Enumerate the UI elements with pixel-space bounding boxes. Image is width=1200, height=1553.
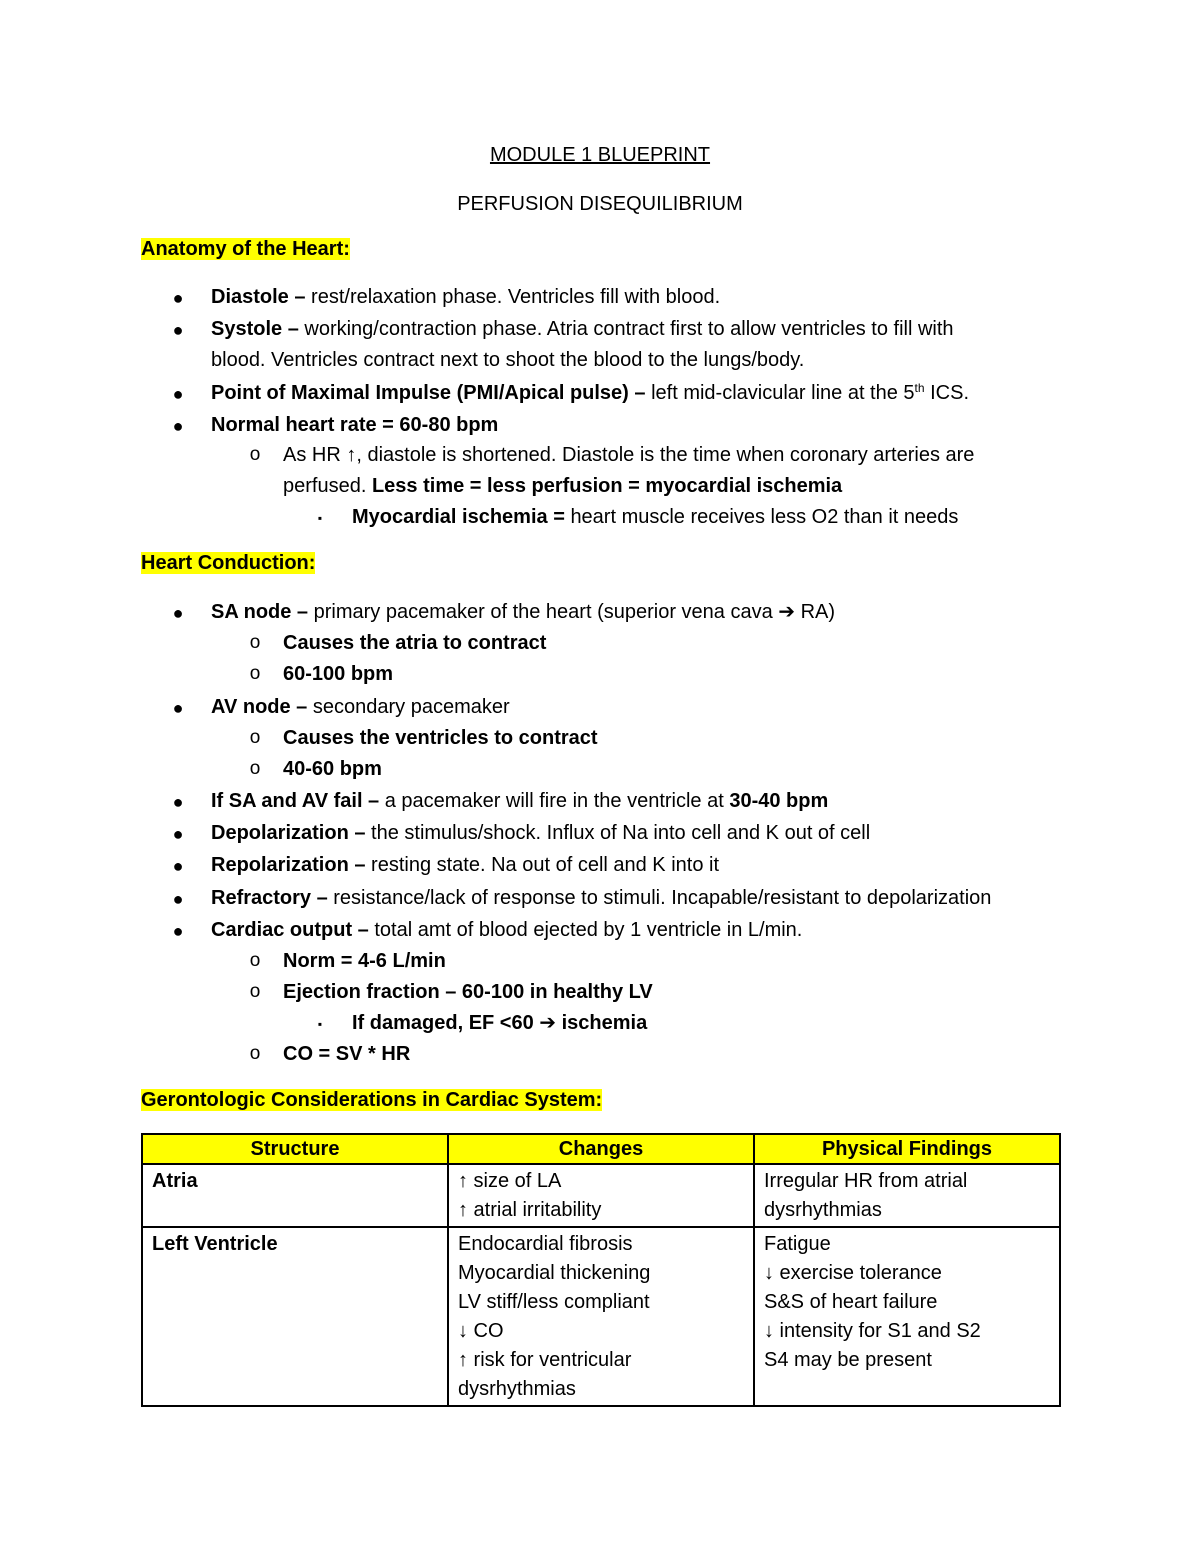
definition: a pacemaker will fire in the ventricle at [379, 790, 730, 812]
sub-item [283, 980, 653, 1004]
list-item-sa-node [211, 600, 835, 624]
term: Depolarization – [211, 822, 366, 844]
cell-line: dysrhythmias [764, 1199, 882, 1221]
term: AV node – [211, 696, 308, 718]
sub-item [283, 631, 546, 655]
bullet-circle: o [249, 1043, 261, 1064]
list-item-depolarization [211, 821, 870, 845]
term: Normal heart rate = 60-80 bpm [211, 414, 499, 436]
definition-tail: ICS. [924, 382, 970, 404]
term: If SA and AV fail – [211, 790, 380, 812]
cell-line: ↑ atrial irritability [458, 1199, 602, 1221]
list-item-heart-rate [211, 413, 498, 437]
list-item-cardiac-output [211, 918, 802, 942]
bullet-circle: o [249, 444, 261, 465]
bullet-circle: o [249, 981, 261, 1002]
sub-item-hr-cont [283, 474, 842, 498]
superscript: th [914, 381, 925, 395]
cell-line: LV stiff/less compliant [458, 1291, 650, 1313]
list-item-fail [211, 789, 828, 813]
term: Point of Maximal Impulse (PMI/Apical pulse) – [211, 382, 646, 404]
definition: total amt of blood ejected by 1 ventricle in L/min. [368, 919, 803, 941]
structure-cell: Left Ventricle [142, 1227, 448, 1406]
sub-sub-item-ischemia [352, 505, 958, 529]
heading-highlight: Gerontologic Considerations in Cardiac System: [141, 1089, 603, 1111]
term: Refractory – [211, 887, 328, 909]
bullet-circle: o [249, 632, 261, 653]
bullet-disc: ● [172, 824, 184, 844]
sub-item [283, 757, 382, 781]
bullet-circle: o [249, 950, 261, 971]
emphasis: Causes the ventricles to contract [283, 727, 598, 749]
section-heading-gerontologic [141, 1089, 602, 1112]
sub-sub-item [352, 1011, 647, 1035]
text: perfused. [283, 475, 372, 497]
table-row [142, 1164, 1060, 1227]
sub-item-hr: As HR ↑, diastole is shortened. Diastole is the time when coronary arteries are [283, 444, 975, 466]
definition: rest/relaxation phase. Ventricles fill with blood. [305, 286, 721, 308]
bullet-disc: ● [172, 921, 184, 941]
section-heading-anatomy [141, 238, 350, 261]
definition: heart muscle receives less O2 than it needs [570, 506, 959, 528]
structure-cell: Atria [142, 1164, 448, 1227]
document-title: MODULE 1 BLUEPRINT [489, 144, 711, 166]
column-header: Changes [448, 1134, 754, 1164]
bullet-disc: ● [172, 416, 184, 436]
bullet-disc: ● [172, 792, 184, 812]
cell-line: ↓ CO [458, 1320, 504, 1342]
definition: resting state. Na out of cell and K into it [365, 854, 720, 876]
sub-item [283, 1042, 410, 1066]
sub-item [283, 726, 598, 750]
cell-line: Endocardial fibrosis [458, 1233, 633, 1255]
bullet-disc: ● [172, 698, 184, 718]
bullet-circle: o [249, 758, 261, 779]
emphasis: Causes the atria to contract [283, 632, 547, 654]
emphasis: CO = SV * HR [283, 1043, 411, 1065]
list-item-systole [211, 317, 954, 341]
bullet-circle: o [249, 727, 261, 748]
cell-line: Fatigue [764, 1233, 831, 1255]
findings-cell [754, 1227, 1060, 1406]
list-item-repolarization [211, 853, 719, 877]
cell-line: S&S of heart failure [764, 1291, 938, 1313]
findings-cell [754, 1164, 1060, 1227]
cell-line: Irregular HR from atrial [764, 1170, 968, 1192]
list-item-av-node [211, 695, 510, 719]
emphasis: Ejection fraction – 60-100 in healthy LV [283, 981, 653, 1003]
term: Systole – [211, 318, 299, 340]
emphasis: 30-40 bpm [729, 790, 829, 812]
term: Diastole – [211, 286, 306, 308]
cell-line: Myocardial thickening [458, 1262, 651, 1284]
heading-highlight: Anatomy of the Heart: [141, 238, 350, 260]
table-header-row [142, 1134, 1060, 1164]
sub-item [283, 949, 446, 973]
bullet-disc: ● [172, 856, 184, 876]
term: Myocardial ischemia = [352, 506, 571, 528]
bullet-circle: o [249, 663, 261, 684]
definition: primary pacemaker of the heart (superior vena cava ➔ RA) [308, 601, 836, 623]
emphasis: If damaged, EF <60 ➔ ischemia [352, 1012, 648, 1034]
list-item-systole-cont: blood. Ventricles contract next to shoot the blood to the lungs/body. [211, 349, 805, 371]
term: SA node – [211, 601, 309, 623]
definition: left mid-clavicular line at the 5 [645, 382, 915, 404]
heading-highlight: Heart Conduction: [141, 552, 316, 574]
emphasis: Less time = less perfusion = myocardial ischemia [371, 475, 843, 497]
bullet-disc: ● [172, 288, 184, 308]
document-subtitle: PERFUSION DISEQUILIBRIUM [457, 193, 743, 215]
definition: the stimulus/shock. Influx of Na into cell and K out of cell [365, 822, 871, 844]
emphasis: 60-100 bpm [283, 663, 394, 685]
cell-line: ↓ intensity for S1 and S2 [764, 1320, 981, 1342]
gerontologic-table [141, 1133, 1061, 1407]
bullet-disc: ● [172, 384, 184, 404]
definition: working/contraction phase. Atria contract first to allow ventricles to fill with [298, 318, 954, 340]
changes-cell [448, 1227, 754, 1406]
term: Cardiac output – [211, 919, 369, 941]
cell-line: dysrhythmias [458, 1378, 576, 1400]
column-header: Structure [142, 1134, 448, 1164]
table-row [142, 1227, 1060, 1406]
emphasis: Norm = 4-6 L/min [283, 950, 446, 972]
column-header: Physical Findings [754, 1134, 1060, 1164]
bullet-square: ▪ [317, 511, 323, 525]
emphasis: 40-60 bpm [283, 758, 382, 780]
bullet-disc: ● [172, 320, 184, 340]
list-item-pmi [211, 381, 969, 405]
bullet-square: ▪ [317, 1017, 323, 1031]
term: Repolarization – [211, 854, 366, 876]
bullet-disc: ● [172, 603, 184, 623]
definition: resistance/lack of response to stimuli. Incapable/resistant to depolarization [327, 887, 992, 909]
cell-line: ↑ size of LA [458, 1170, 562, 1192]
definition: secondary pacemaker [307, 696, 510, 718]
changes-cell [448, 1164, 754, 1227]
cell-line: ↓ exercise tolerance [764, 1262, 942, 1284]
list-item-diastole [211, 285, 720, 309]
section-heading-conduction [141, 552, 315, 575]
bullet-disc: ● [172, 889, 184, 909]
cell-line: S4 may be present [764, 1349, 932, 1371]
cell-line: ↑ risk for ventricular [458, 1349, 632, 1371]
list-item-refractory [211, 886, 991, 910]
sub-item [283, 662, 393, 686]
